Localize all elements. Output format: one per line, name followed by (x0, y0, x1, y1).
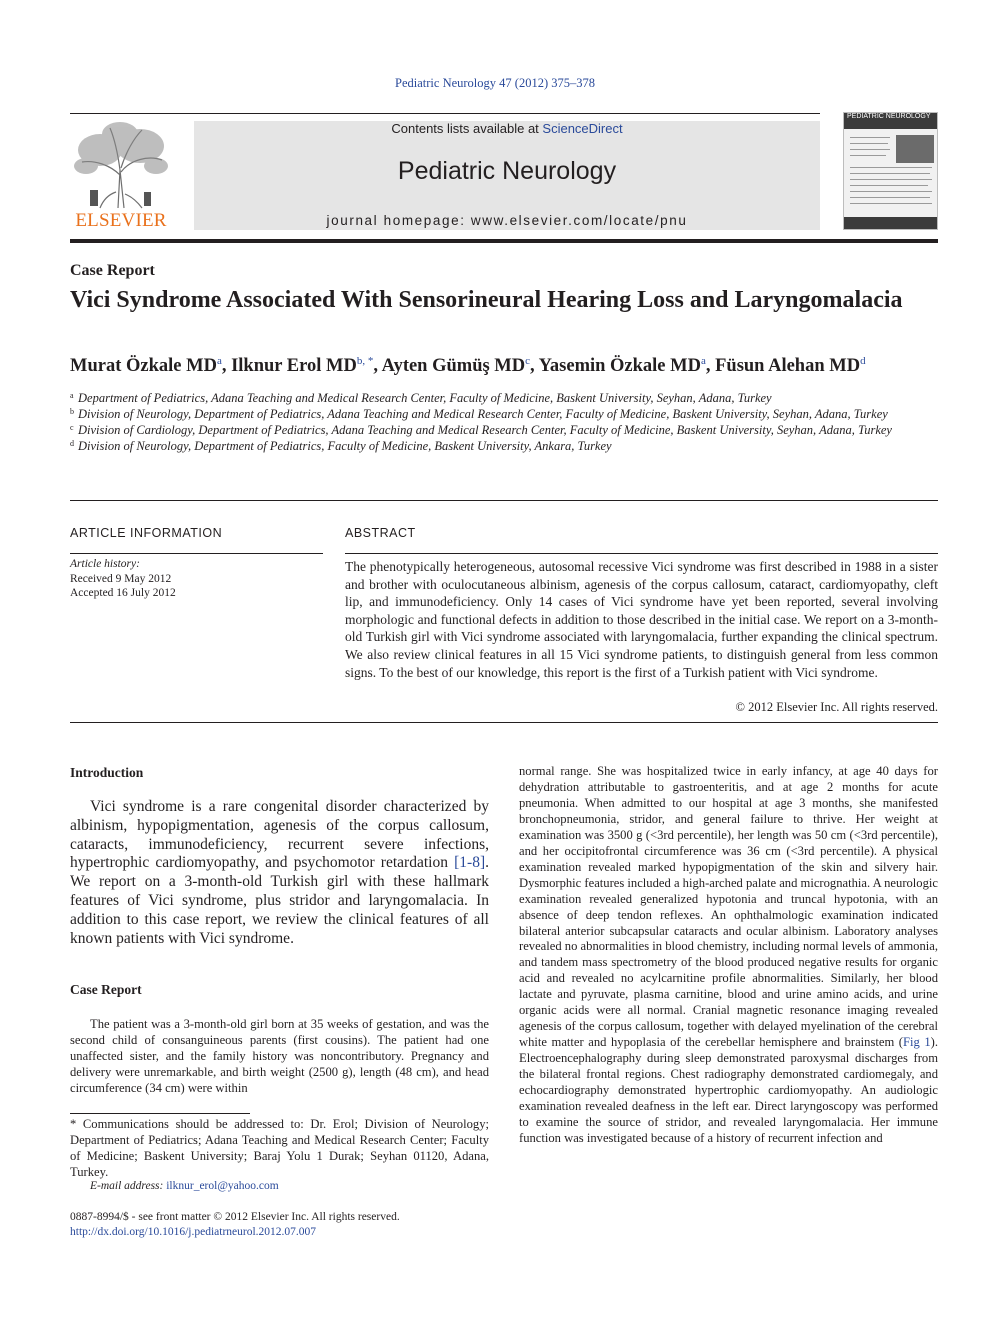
article-history (70, 557, 176, 601)
author-separator: , (530, 356, 539, 377)
cover-footer (844, 217, 937, 229)
author-affiliation-marker[interactable]: a (700, 355, 706, 367)
affiliation-key: c (70, 423, 74, 432)
cover-line (850, 185, 928, 186)
affiliation-text: Division of Neurology, Department of Pediatrics, Adana Teaching and Medical Research Center, Faculty of Medicine, Baskent University, Seyhan, Adana, Turkey (78, 407, 888, 421)
affiliation-text: Department of Pediatrics, Adana Teaching and Medical Research Center, Faculty of Medicine, Baskent University, Seyhan, Adana, Turkey (78, 391, 772, 405)
introduction-heading: Introduction (70, 765, 144, 780)
article-title: Vici Syndrome Associated With Sensorineural Hearing Loss and Laryngomalacia (70, 287, 903, 313)
reference-link[interactable]: [1-8] (454, 854, 486, 872)
author-name[interactable]: Murat Özkale MD (70, 356, 217, 377)
contents-line (194, 121, 820, 136)
case-report-heading: Case Report (70, 982, 142, 997)
contents-prefix: Contents lists available at (391, 121, 543, 136)
cover-title: PEDIATRIC NEUROLOGY (844, 113, 937, 129)
article-type: Case Report (70, 262, 155, 279)
cover-image (896, 135, 934, 163)
elsevier-wordmark: ELSEVIER (75, 210, 167, 231)
abstract-copyright: © 2012 Elsevier Inc. All rights reserved. (735, 700, 938, 714)
affiliation-item (70, 390, 938, 406)
header-rule (70, 113, 820, 114)
header-thick-rule (70, 239, 938, 243)
author-name[interactable]: Ilknur Erol MD (231, 356, 357, 377)
affiliation-text: Division of Neurology, Department of Pediatrics, Faculty of Medicine, Baskent University, Ankara, Turkey (78, 439, 612, 453)
elsevier-tree-icon (70, 120, 172, 210)
email-label: E-mail address: (90, 1180, 167, 1192)
abstract-heading: ABSTRACT (345, 526, 416, 540)
sciencedirect-link[interactable]: ScienceDirect (542, 121, 623, 136)
received-date: Received 9 May 2012 (70, 572, 172, 585)
cover-line (850, 167, 932, 168)
author-name[interactable]: Yasemin Özkale MD (538, 356, 701, 377)
section-rule (70, 722, 938, 723)
cover-line (850, 155, 886, 156)
email-link[interactable]: ilknur_erol@yahoo.com (166, 1180, 279, 1192)
case-text-part: normal range. She was hospitalized twice in early infancy, at age 40 days for dehydration attributable to gastroenteritis, and at age 2 months for acute pneumonia. When admitted to our hospital at age 3 months, she manifested bronchopneumonia, stridor, and general failure to thrive. Her weight at examination was 3500 g (<3rd percentile), her length was 50 cm (<3rd percentile), and her occipitofrontal circumference was 36 cm (<3rd percentile). A physical examination revealed marked hypopigmentation of the skin and silvery hair. Dysmorphic features included a high-arched palate and micrognathia. A neurologic examination revealed generalized hypotonia and truncal hypotonia, with an absence of deep tendon reflexes. An ophthalmologic examination indicated bilateral anterior subcapsular cataracts and ocular albinism. Laboratory analyses revealed no abnormalities in blood chemistry, including normal levels of ammonia, and tandem mass spectrometry of the blood produced negative results for organic acid and revealed no acylcarnitine profile abnormalities. Similarly, her blood lactate and pyruvate, plasma carnitine, blood and urine amino acids, and urine organic acids were all normal. Cranial magnetic resonance imaging revealed agenesis of the corpus callosum, together with delayed myelination of the cerebral white matter and hypoplasia of the cerebellar hemisphere and brainstem ( (519, 764, 938, 1050)
front-matter (70, 1210, 400, 1240)
author-affiliation-marker[interactable]: b, * (356, 355, 374, 367)
affiliation-item (70, 422, 938, 438)
intro-text-part: Vici syndrome is a rare congenital disorder characterized by albinism, hypopigmentation, agenesis of the corpus callosum, cataracts, immunodeficiency, recurrent severe infections, hypertrophic cardiomyopathy, and psychomotor retardation (70, 798, 489, 872)
section-rule (70, 500, 938, 501)
journal-cover-thumbnail[interactable] (843, 112, 938, 230)
author-affiliation-marker[interactable]: a (216, 355, 222, 367)
accepted-date: Accepted 16 July 2012 (70, 587, 176, 599)
affiliation-key: a (70, 391, 74, 400)
abstract-text: The phenotypically heterogeneous, autosomal recessive Vici syndrome was first described in 1988 in a sister and brother with oculocutaneous albinism, agenesis of the corpus callosum, cataract, cardiomyopathy, cleft lip, and immunodeficiency. Only 14 cases of Vici syndrome have yet been reported, several involving morphologic and functional defects in addition to those described in the initial case. We report on a 3-month-old Turkish girl with Vici syndrome associated with laryngomalacia, further expanding the clinical spectrum. We also review clinical features in all 15 Vici syndrome patients, to distinguish general from less common signs. To the best of our knowledge, this report is the first of a Turkish patient with Vici syndrome. (345, 559, 938, 680)
email-line (90, 1180, 279, 1192)
article-info-rule (70, 553, 323, 554)
journal-citation-link[interactable]: Pediatric Neurology 47 (2012) 375–378 (395, 76, 595, 90)
author-separator: , (221, 356, 232, 377)
affiliation-list (70, 390, 938, 454)
author-separator: , (705, 356, 716, 377)
author-affiliation-marker[interactable]: d (860, 355, 866, 367)
cover-line (850, 137, 890, 138)
article-info-heading: ARTICLE INFORMATION (70, 526, 223, 540)
affiliation-item (70, 438, 938, 454)
figure-link[interactable]: Fig 1 (903, 1035, 931, 1050)
doi-link[interactable]: http://dx.doi.org/10.1016/j.pediatrneurol.2012.07.007 (70, 1226, 317, 1238)
front-matter-text: 0887-8994/$ - see front matter © 2012 Elsevier Inc. All rights reserved. (70, 1211, 400, 1223)
cover-line (850, 203, 932, 204)
case-report-text: The patient was a 3-month-old girl born at 35 weeks of gestation, and was the second child of consanguineous parents (first cousins). The patient had one unaffected sister, and the family history was noncontributory. Pregnancy and delivery were unremarkable, and birth weight (2500 g), length (48 cm), and head circumference (34 cm) were within (70, 1017, 489, 1095)
affiliation-text: Division of Cardiology, Department of Pediatrics, Adana Teaching and Medical Research Center, Faculty of Medicine, Baskent University, Seyhan, Adana, Turkey (78, 423, 892, 437)
affiliation-key: d (70, 439, 74, 448)
author-name[interactable]: Ayten Gümüş MD (381, 356, 526, 377)
cover-line (850, 173, 930, 174)
cover-line (850, 149, 890, 150)
affiliation-item (70, 406, 938, 422)
journal-homepage[interactable]: journal homepage: www.elsevier.com/locate/pnu (326, 213, 688, 228)
cover-line (850, 191, 932, 192)
cover-line (850, 143, 888, 144)
author-name[interactable]: Füsun Alehan MD (715, 356, 861, 377)
author-affiliation-marker[interactable]: c (525, 355, 531, 367)
elsevier-logo (70, 120, 172, 232)
cover-line (850, 197, 930, 198)
cover-line (850, 179, 932, 180)
correspondence-footnote: * Communications should be addressed to: Dr. Erol; Division of Neurology; Department of Pediatrics; Adana Teaching and Medical Research Center; Faculty of Medicine; Baskent University; Baraj Yolu 1 Durak; Seyhan 01120, Adana, Turkey. (70, 1117, 489, 1179)
abstract-rule (345, 553, 938, 554)
affiliation-key: b (70, 407, 74, 416)
footnote-rule (70, 1113, 250, 1114)
case-text-part: ). Electroencephalography during sleep demonstrated paroxysmal discharges from the bilateral frontal regions. Chest radiography demonstrated cardiomegaly, and echocardiography demonstrated hypertrophic cardiomyopathy. An audiologic examination revealed deafness in the left ear. Direct laryngoscopy was performed to examine the source of stridor, and revealed laryngomalacia. Her immune function was investigated because of a history of recurrent infection and (519, 1035, 938, 1145)
history-label: Article history: (70, 558, 140, 570)
author-separator: , (373, 356, 382, 377)
intro-text-part: . We report on a 3-month-old Turkish girl with these hallmark features of Vici syndrome, plus stridor and laryngomalacia. In addition to this case report, we review the clinical features of all known patients with Vici syndrome. (70, 854, 489, 947)
introduction-text (70, 798, 489, 948)
journal-name: Pediatric Neurology (397, 157, 617, 185)
case-report-continued-text (519, 764, 938, 1147)
author-list (70, 355, 950, 377)
